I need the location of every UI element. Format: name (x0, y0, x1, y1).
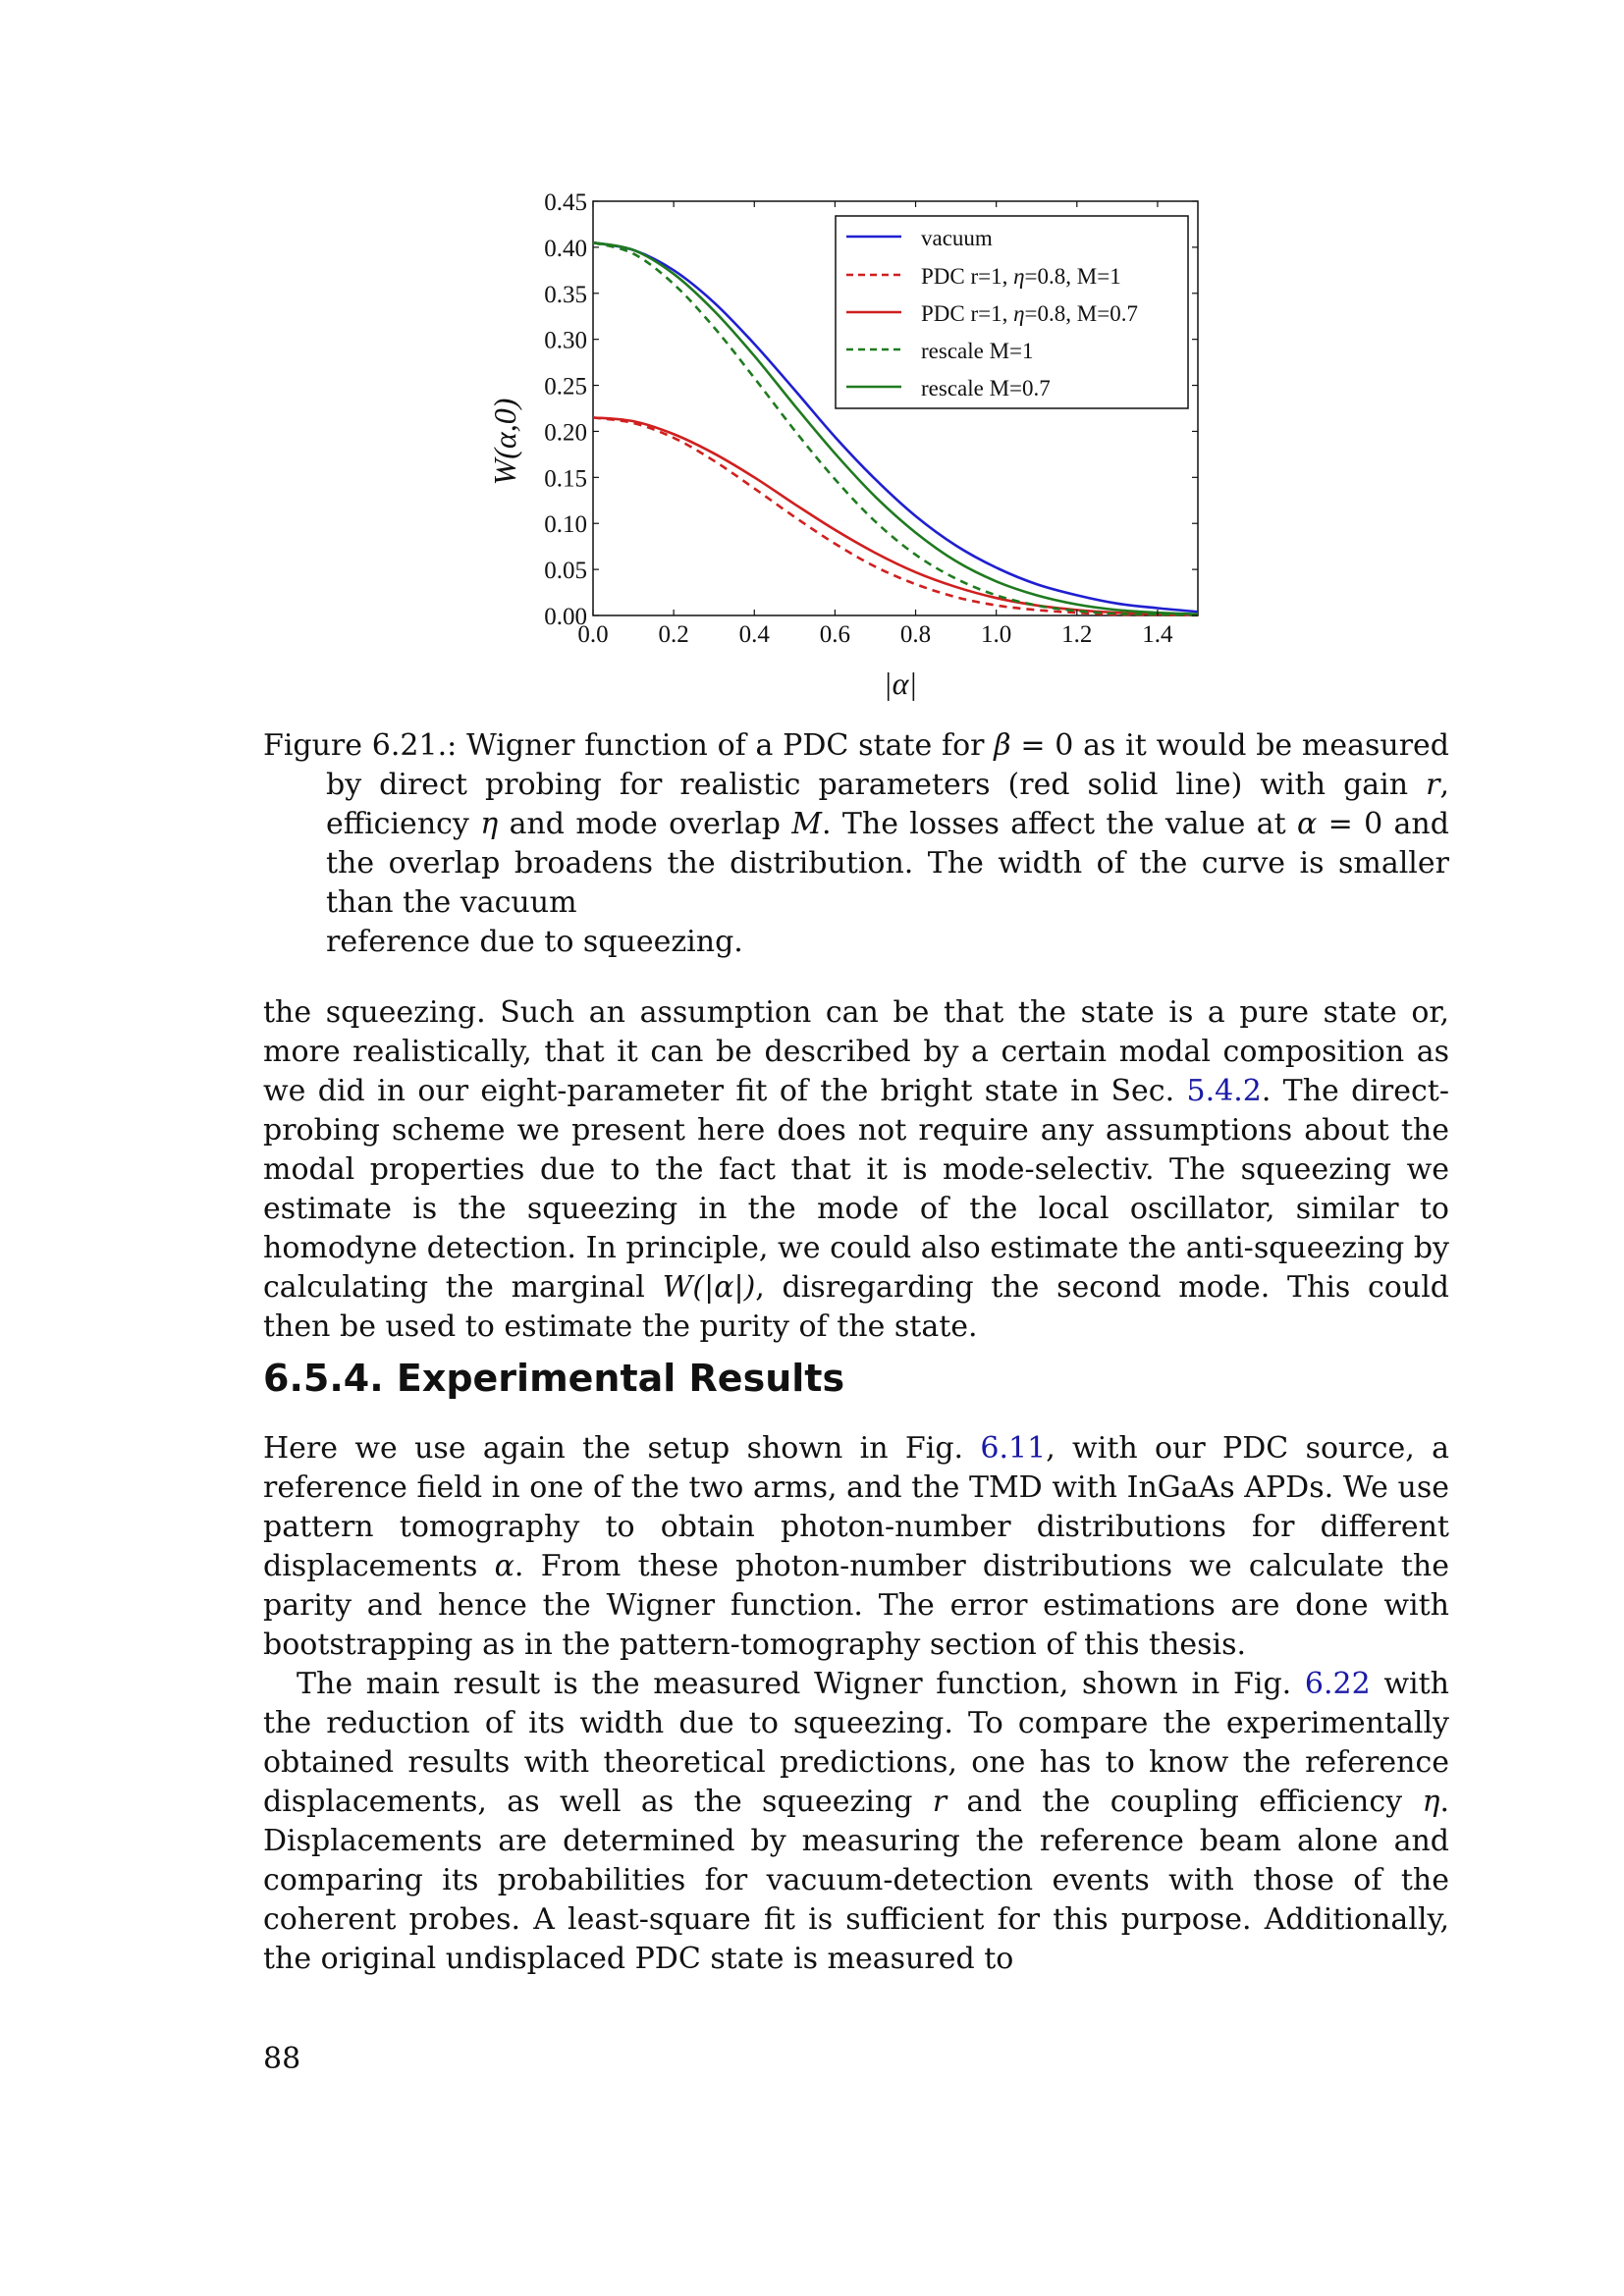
caption-text-3: by direct probing for realistic parameters (red solid line) with gain (326, 768, 1409, 802)
y-tick-label: 0.20 (544, 419, 587, 447)
x-tick-label: 0.6 (819, 621, 851, 648)
y-tick-label: 0.30 (544, 327, 587, 354)
chart-legend (836, 216, 1188, 408)
x-tick-label: 1.4 (1142, 621, 1173, 648)
y-tick-label: 0.45 (544, 189, 587, 216)
caption-eta: η (480, 807, 499, 841)
caption-text-7: = 0 and the overlap broadens the distribution. The width of the curve is smaller than the vacuum (326, 807, 1449, 920)
caption-text-2: = 0 as it would be measured (1020, 728, 1450, 763)
ref-fig-6-11[interactable]: 6.11 (980, 1431, 1047, 1466)
y-axis-label: W(α,0) (487, 398, 522, 486)
legend-pdc-m07-prefix: PDC r=1, (921, 301, 1014, 326)
paragraph-main-result (263, 1665, 1449, 1979)
legend-label-rescale-m1: rescale M=1 (921, 339, 1034, 363)
legend-label-vacuum: vacuum (921, 226, 993, 250)
para3-text-2: with the reduction of its width due to squeezing. To compare the experimentally obtained results with theoretical predictions, one has to know the reference displacements, as well as the squeezing (263, 1667, 1449, 1819)
caption-beta: β (994, 728, 1011, 763)
y-tick-label: 0.25 (544, 373, 587, 400)
para1-text-1: the squeezing. Such an assumption can be that the state is a pure state or, more realistically, that it can be described by a certain modal composition as we did in our eight-parameter fit of the bright state in Sec. (263, 995, 1449, 1108)
wigner-function-figure (471, 177, 1237, 726)
para1-math: W(|α|) (662, 1270, 756, 1305)
legend-label-rescale-m07: rescale M=0.7 (921, 376, 1051, 400)
caption-r: r (1426, 768, 1440, 802)
x-tick-label: 1.0 (981, 621, 1012, 648)
para3-text-1: The main result is the measured Wigner function, shown in Fig. (297, 1667, 1292, 1701)
wigner-chart (471, 177, 1237, 726)
caption-text-8: reference due to squeezing. (326, 925, 743, 959)
y-tick-label: 0.00 (544, 604, 587, 630)
para3-text-3: and the coupling efficiency (966, 1785, 1403, 1819)
para2-text-2: , with our PDC source, a reference field in one of the two arms, and the TMD with InGaAs APDs. We use pattern tomography to obtain photon-number distributions for different displacements (263, 1431, 1449, 1583)
caption-alpha: α (1297, 807, 1318, 841)
x-tick-label: 0.8 (899, 621, 932, 648)
para3-text-4: . Displacements are determined by measuring the reference beam alone and comparing its probabilities for vacuum-detection events with those of the coherent probes. A least-square fit is sufficient for this purpose. Additionally, the original undisplaced PDC state is measured to (263, 1785, 1449, 1976)
figure-caption (263, 726, 1449, 962)
paragraph-setup (263, 1429, 1449, 1665)
x-tick-label: 0.0 (577, 621, 609, 648)
para1-text-2: . The direct-probing scheme we present here does not require any assumptions about the modal properties due to the fact that it is mode-selectiv. The squeezing we estimate is the squeezing in the mode of the local oscillator, similar to homodyne detection. In principle, we could also estimate the anti-squeezing by calculating the marginal (263, 1074, 1449, 1305)
para1-text-3: , disregarding the second mode. This could then be used to estimate the purity of the state. (263, 1270, 1449, 1344)
section-heading: 6.5.4. Experimental Results (263, 1357, 845, 1400)
caption-text-6: . The losses affect the value at (821, 807, 1286, 841)
x-tick-label: 1.2 (1061, 621, 1093, 648)
legend-pdc-m1-eta: η (1013, 264, 1025, 289)
page-number: 88 (263, 2042, 301, 2076)
legend-label-pdc-m07 (921, 301, 1138, 326)
ref-fig-6-22[interactable]: 6.22 (1304, 1667, 1371, 1701)
x-tick-label: 0.2 (658, 621, 689, 648)
legend-pdc-m1-suffix: =0.8, M=1 (1024, 264, 1121, 289)
y-tick-label: 0.40 (544, 235, 587, 262)
caption-M: M (791, 807, 822, 841)
ref-sec-5-4-2[interactable]: 5.4.2 (1186, 1074, 1262, 1108)
caption-body (263, 766, 1449, 962)
y-tick-label: 0.10 (544, 511, 587, 539)
para2-text-3: . From these photon-number distributions we calculate the parity and hence the Wigner function. The error estimations are done with bootstrapping as in the pattern-tomography section of this thesis. (263, 1549, 1449, 1662)
y-tick-label: 0.35 (544, 281, 587, 308)
legend-label-pdc-m1 (921, 264, 1121, 289)
caption-first-line (263, 726, 1449, 766)
legend-pdc-m07-suffix: =0.8, M=0.7 (1024, 301, 1138, 326)
para3-eta: η (1422, 1785, 1440, 1819)
caption-text-1: Wigner function of a PDC state for (466, 728, 985, 763)
paragraph-squeezing (263, 993, 1449, 1347)
caption-text-4: , efficiency (326, 768, 1449, 841)
x-axis-label: |α| (883, 666, 918, 701)
para2-text-1: Here we use again the setup shown in Fig. (263, 1431, 964, 1466)
y-tick-label: 0.15 (544, 465, 587, 493)
caption-text-5: and mode overlap (509, 807, 781, 841)
x-tick-label: 0.4 (738, 621, 770, 648)
para2-alpha: α (494, 1549, 514, 1583)
caption-label: Figure 6.21.: (263, 728, 458, 763)
legend-pdc-m1-prefix: PDC r=1, (921, 264, 1014, 289)
para3-r: r (932, 1785, 947, 1819)
y-tick-label: 0.05 (544, 558, 587, 585)
legend-pdc-m07-eta: η (1013, 301, 1025, 326)
